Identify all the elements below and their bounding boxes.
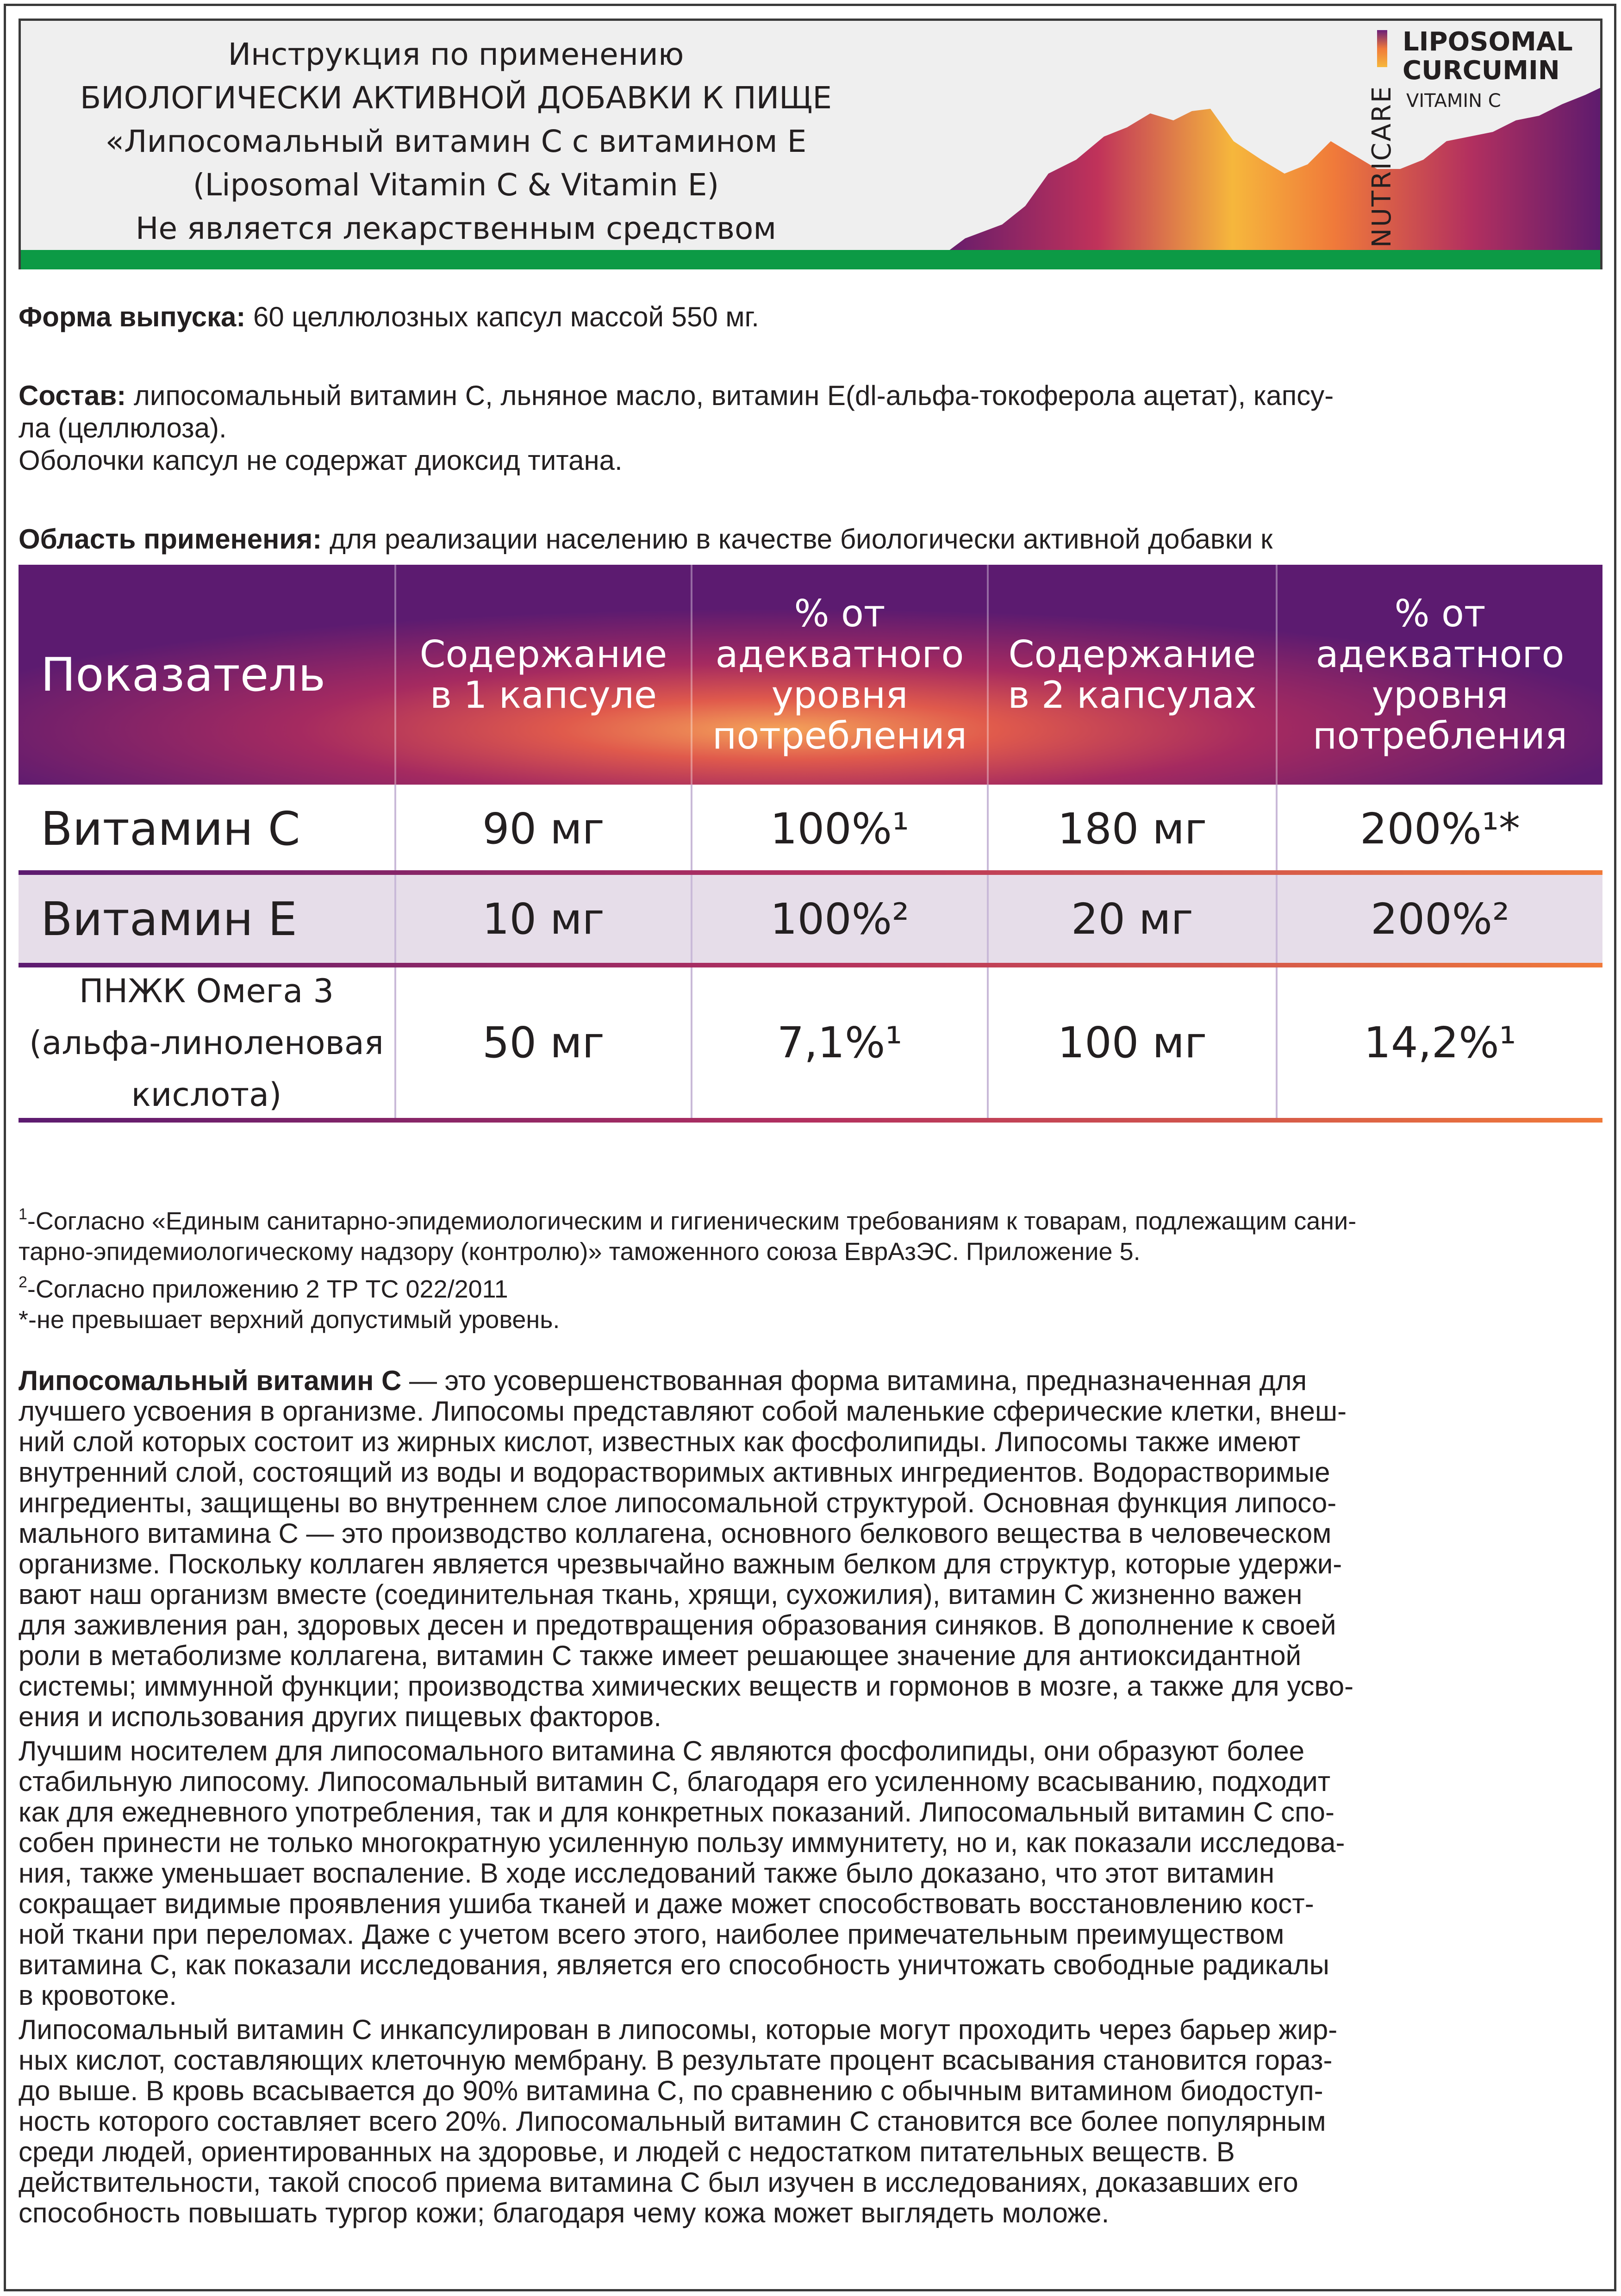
article-p2-line: Лучшим носителем для липосомального витамина С являются фосфолипиды, они образуют более <box>19 1735 1305 1766</box>
row-vitamin-c-name: Витамин С <box>19 785 396 873</box>
article-p2-line: ной ткани при переломах. Даже с учетом всего этого, наиболее примечательным преимуществом <box>19 1919 1284 1950</box>
article-p2-line: ния, также уменьшает воспаление. В ходе исследований также было доказано, что этот витамин <box>19 1858 1275 1889</box>
article-p1-line: системы; иммунной функции; производства химических веществ и гормонов в мозге, а также для усво- <box>19 1671 1354 1702</box>
footnote-2-mark: 2 <box>19 1273 27 1291</box>
article-p3-line: до выше. В кровь всасывается до 90% витамина С, по сравнению с обычным витамином биодоступ- <box>19 2075 1323 2106</box>
article-p3-line: действительности, такой способ приема витамина С был изучен в исследованиях, доказавших его <box>19 2167 1298 2198</box>
product-name-line-2: CURCUMIN <box>1403 56 1560 86</box>
brand-nutricare: NUTRICARE <box>1367 85 1397 248</box>
composition-line-1: липосомальный витамин С, льняное масло, витамин Е(dl-альфа-токоферола ацетат), капсу- <box>126 380 1334 411</box>
article-p2-line: стабильную липосому. Липосомальный витамин С, благодаря его усиленному всасыванию, подходит <box>19 1766 1331 1797</box>
header-text <box>21 21 891 250</box>
article-lead: Липосомальный витамин С <box>19 1365 402 1396</box>
header-indicator: Показатель <box>19 565 396 785</box>
article-p3-line: среди людей, ориентированных на здоровье, и людей с недостатком питательных веществ. В <box>19 2136 1235 2167</box>
article-p2-line: сокращает видимые проявления ушиба тканей и даже может способствовать восстановлению кост- <box>19 1888 1314 1919</box>
article-p2-line: в кровотоке. <box>19 1980 177 2011</box>
footnote-1-line-2: тарно-эпидемиологическому надзору (контролю)» таможенного союза ЕврАзЭС. Приложение 5. <box>19 1238 1141 1266</box>
footnotes <box>19 1199 1602 1335</box>
form-label: Форма выпуска: <box>19 301 246 332</box>
header-line-3: «Липосомальный витамин С с витамином Е <box>105 124 807 159</box>
header-green-band <box>19 250 1602 269</box>
row-omega3-dose-2: 100 мг <box>989 967 1278 1118</box>
row-divider <box>19 870 1602 875</box>
usage-text: для реализации населению в качестве биологически активной добавки к <box>322 524 1273 555</box>
article-p3-line: способность повышать тургор кожи; благодаря чему кожа может выглядеть моложе. <box>19 2197 1110 2228</box>
header-percent-1: % от адекватного уровня потребления <box>692 565 989 785</box>
composition-paragraph <box>19 380 1602 477</box>
row-vitamin-c-dose-1: 90 мг <box>396 785 692 873</box>
row-vitamin-c-percent-2: 200%¹* <box>1360 804 1520 854</box>
article-p1-line: мального витамина С — это производство коллагена, основного белкового вещества в человеческом <box>19 1518 1332 1549</box>
product-name-line-1: LIPOSOMAL <box>1403 27 1573 57</box>
article-p1-line: организме. Поскольку коллаген является чрезвычайно важным белком для структур, которые удержи- <box>19 1548 1342 1579</box>
footnote-3-line: *-не превышает верхний допустимый уровень. <box>19 1306 560 1334</box>
footnote-1-line-1: -Согласно «Единым санитарно-эпидемиологическим и гигиеническим требованиям к товарам, подлежащим сани- <box>27 1207 1357 1235</box>
article-p1-line: лучшего усвоения в организме. Липосомы представляют собой маленькие сферические клетки, внеш- <box>19 1396 1347 1427</box>
article-p1-line: ний слой которых состоит из жирных кислот, известных как фосфолипиды. Липосомы также имеют <box>19 1426 1301 1457</box>
composition-line-2: ла (целлюлоза). <box>19 412 227 443</box>
form-text: 60 целлюлозных капсул массой 550 мг. <box>245 301 759 332</box>
usage-paragraph <box>19 523 1602 555</box>
header-content-2: Содержание в 2 капсулах <box>989 565 1278 785</box>
table-row <box>19 967 1602 1118</box>
product-name <box>1403 28 1573 85</box>
table-row <box>19 875 1602 963</box>
table-header <box>19 565 1602 785</box>
composition-label: Состав: <box>19 380 126 411</box>
header-line-5: Не является лекарственным средством <box>135 211 777 246</box>
footnote-2-line: -Согласно приложению 2 ТР ТС 022/2011 <box>27 1275 508 1303</box>
header-line-1: Инструкция по применению <box>228 37 684 72</box>
row-omega3-name: ПНЖК Омега 3 (альфа-линоленовая кислота) <box>19 967 396 1118</box>
article-p1-line: ения и использования других пищевых факторов. <box>19 1701 661 1732</box>
header-content-1: Содержание в 1 капсуле <box>396 565 692 785</box>
row-vitamin-e-percent-2: 200%² <box>1371 894 1509 944</box>
nutrient-table <box>19 565 1602 1123</box>
row-vitamin-e-percent-1: 100%² <box>692 875 989 963</box>
row-vitamin-e-dose-2: 20 мг <box>989 875 1278 963</box>
footnote-1-mark: 1 <box>19 1205 27 1223</box>
header-banner <box>19 19 1602 264</box>
row-vitamin-c-percent-1: 100%¹ <box>692 785 989 873</box>
article-p1-line: внутренний слой, состоящий из воды и водорастворимых активных ингредиентов. Водорастворимые <box>19 1457 1330 1488</box>
composition-line-3: Оболочки капсул не содержат диоксид титана. <box>19 445 623 476</box>
article-p2-line: собен принести не только многократную усиленную пользу иммунитету, но и, как показали исследова- <box>19 1827 1345 1858</box>
article-p1-line: ингредиенты, защищены во внутреннем слое липосомальной структурой. Основная функция липосо- <box>19 1487 1337 1518</box>
article-p3-line: ность которого составляет всего 20%. Липосомальный витамин С становится все более популярным <box>19 2106 1326 2137</box>
row-vitamin-e-dose-1: 10 мг <box>396 875 692 963</box>
form-paragraph <box>19 301 1602 333</box>
header-line-4: (Liposomal Vitamin C & Vitamin E) <box>193 167 719 203</box>
row-vitamin-c-dose-2: 180 мг <box>989 785 1278 873</box>
brand-color-bar <box>1377 30 1387 67</box>
article-p3-line: Липосомальный витамин С инкапсулирован в липосомы, которые могут проходить через барьер жир- <box>19 2014 1338 2045</box>
article-p1-line: роли в метаболизме коллагена, витамин С также имеет решающее значение для антиоксидантной <box>19 1640 1302 1671</box>
article-p2-line: как для ежедневного употребления, так и для конкретных показаний. Липосомальный витамин С спо- <box>19 1797 1334 1828</box>
usage-label: Область применения: <box>19 524 322 555</box>
row-omega3-percent-1: 7,1%¹ <box>692 967 989 1118</box>
header-line-2: БИОЛОГИЧЕСКИ АКТИВНОЙ ДОБАВКИ К ПИЩЕ <box>80 80 832 116</box>
header-percent-2: % от адекватного уровня потребления <box>1313 592 1567 757</box>
row-omega3-dose-1: 50 мг <box>396 967 692 1118</box>
article-p3-line: ных кислот, составляющих клеточную мембрану. В результате процент всасывания становится гораз- <box>19 2045 1333 2076</box>
table-row <box>19 785 1602 873</box>
row-omega3-percent-2: 14,2%¹ <box>1364 1018 1516 1067</box>
article-p2-line: витамина С, как показали исследования, является его способность уничтожать свободные радикалы <box>19 1949 1329 1980</box>
row-divider <box>19 1118 1602 1123</box>
article-body <box>19 1366 1602 2228</box>
article-p1-line: вают наш организм вместе (соединительная ткань, хрящи, сухожилия), витамин С жизненно важен <box>19 1579 1303 1610</box>
article-p1-line: для заживления ран, здоровых десен и предотвращения образования синяков. В дополнение к своей <box>19 1610 1336 1641</box>
row-vitamin-e-name: Витамин Е <box>19 875 396 963</box>
article-p1-line: — это усовершенствованная форма витамина, предназначенная для <box>401 1365 1307 1396</box>
product-subtitle: VITAMIN C <box>1406 90 1501 112</box>
